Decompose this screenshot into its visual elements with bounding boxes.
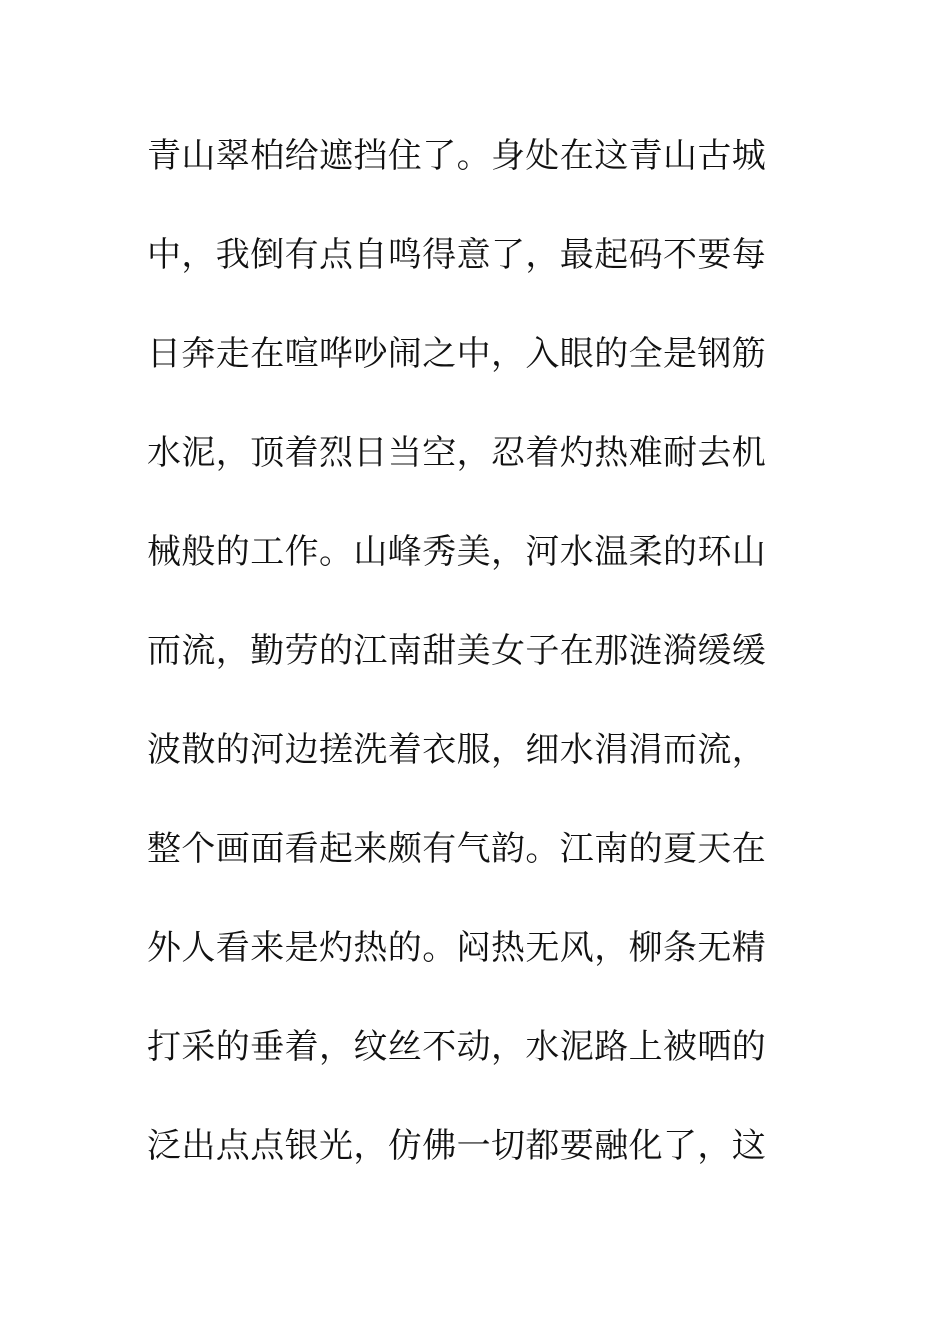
text-line: 中，我倒有点自鸣得意了，最起码不要每 bbox=[147, 235, 767, 275]
text-line: 整个画面看起来颇有气韵。江南的夏天在 bbox=[147, 829, 767, 869]
text-line: 而流，勤劳的江南甜美女子在那涟漪缓缓 bbox=[147, 631, 767, 671]
text-line: 波散的河边搓洗着衣服，细水涓涓而流， bbox=[147, 730, 767, 770]
text-line: 日奔走在喧哗吵闹之中，入眼的全是钢筋 bbox=[147, 334, 767, 374]
text-line: 泛出点点银光，仿佛一切都要融化了，这 bbox=[147, 1126, 767, 1166]
text-line: 械般的工作。山峰秀美，河水温柔的环山 bbox=[147, 532, 767, 572]
text-line: 青山翠柏给遮挡住了。身处在这青山古城 bbox=[147, 136, 767, 176]
text-line: 外人看来是灼热的。闷热无风，柳条无精 bbox=[147, 928, 767, 968]
text-line: 打采的垂着，纹丝不动，水泥路上被晒的 bbox=[147, 1027, 767, 1067]
text-line: 水泥，顶着烈日当空，忍着灼热难耐去机 bbox=[147, 433, 767, 473]
body-text bbox=[147, 128, 807, 1217]
